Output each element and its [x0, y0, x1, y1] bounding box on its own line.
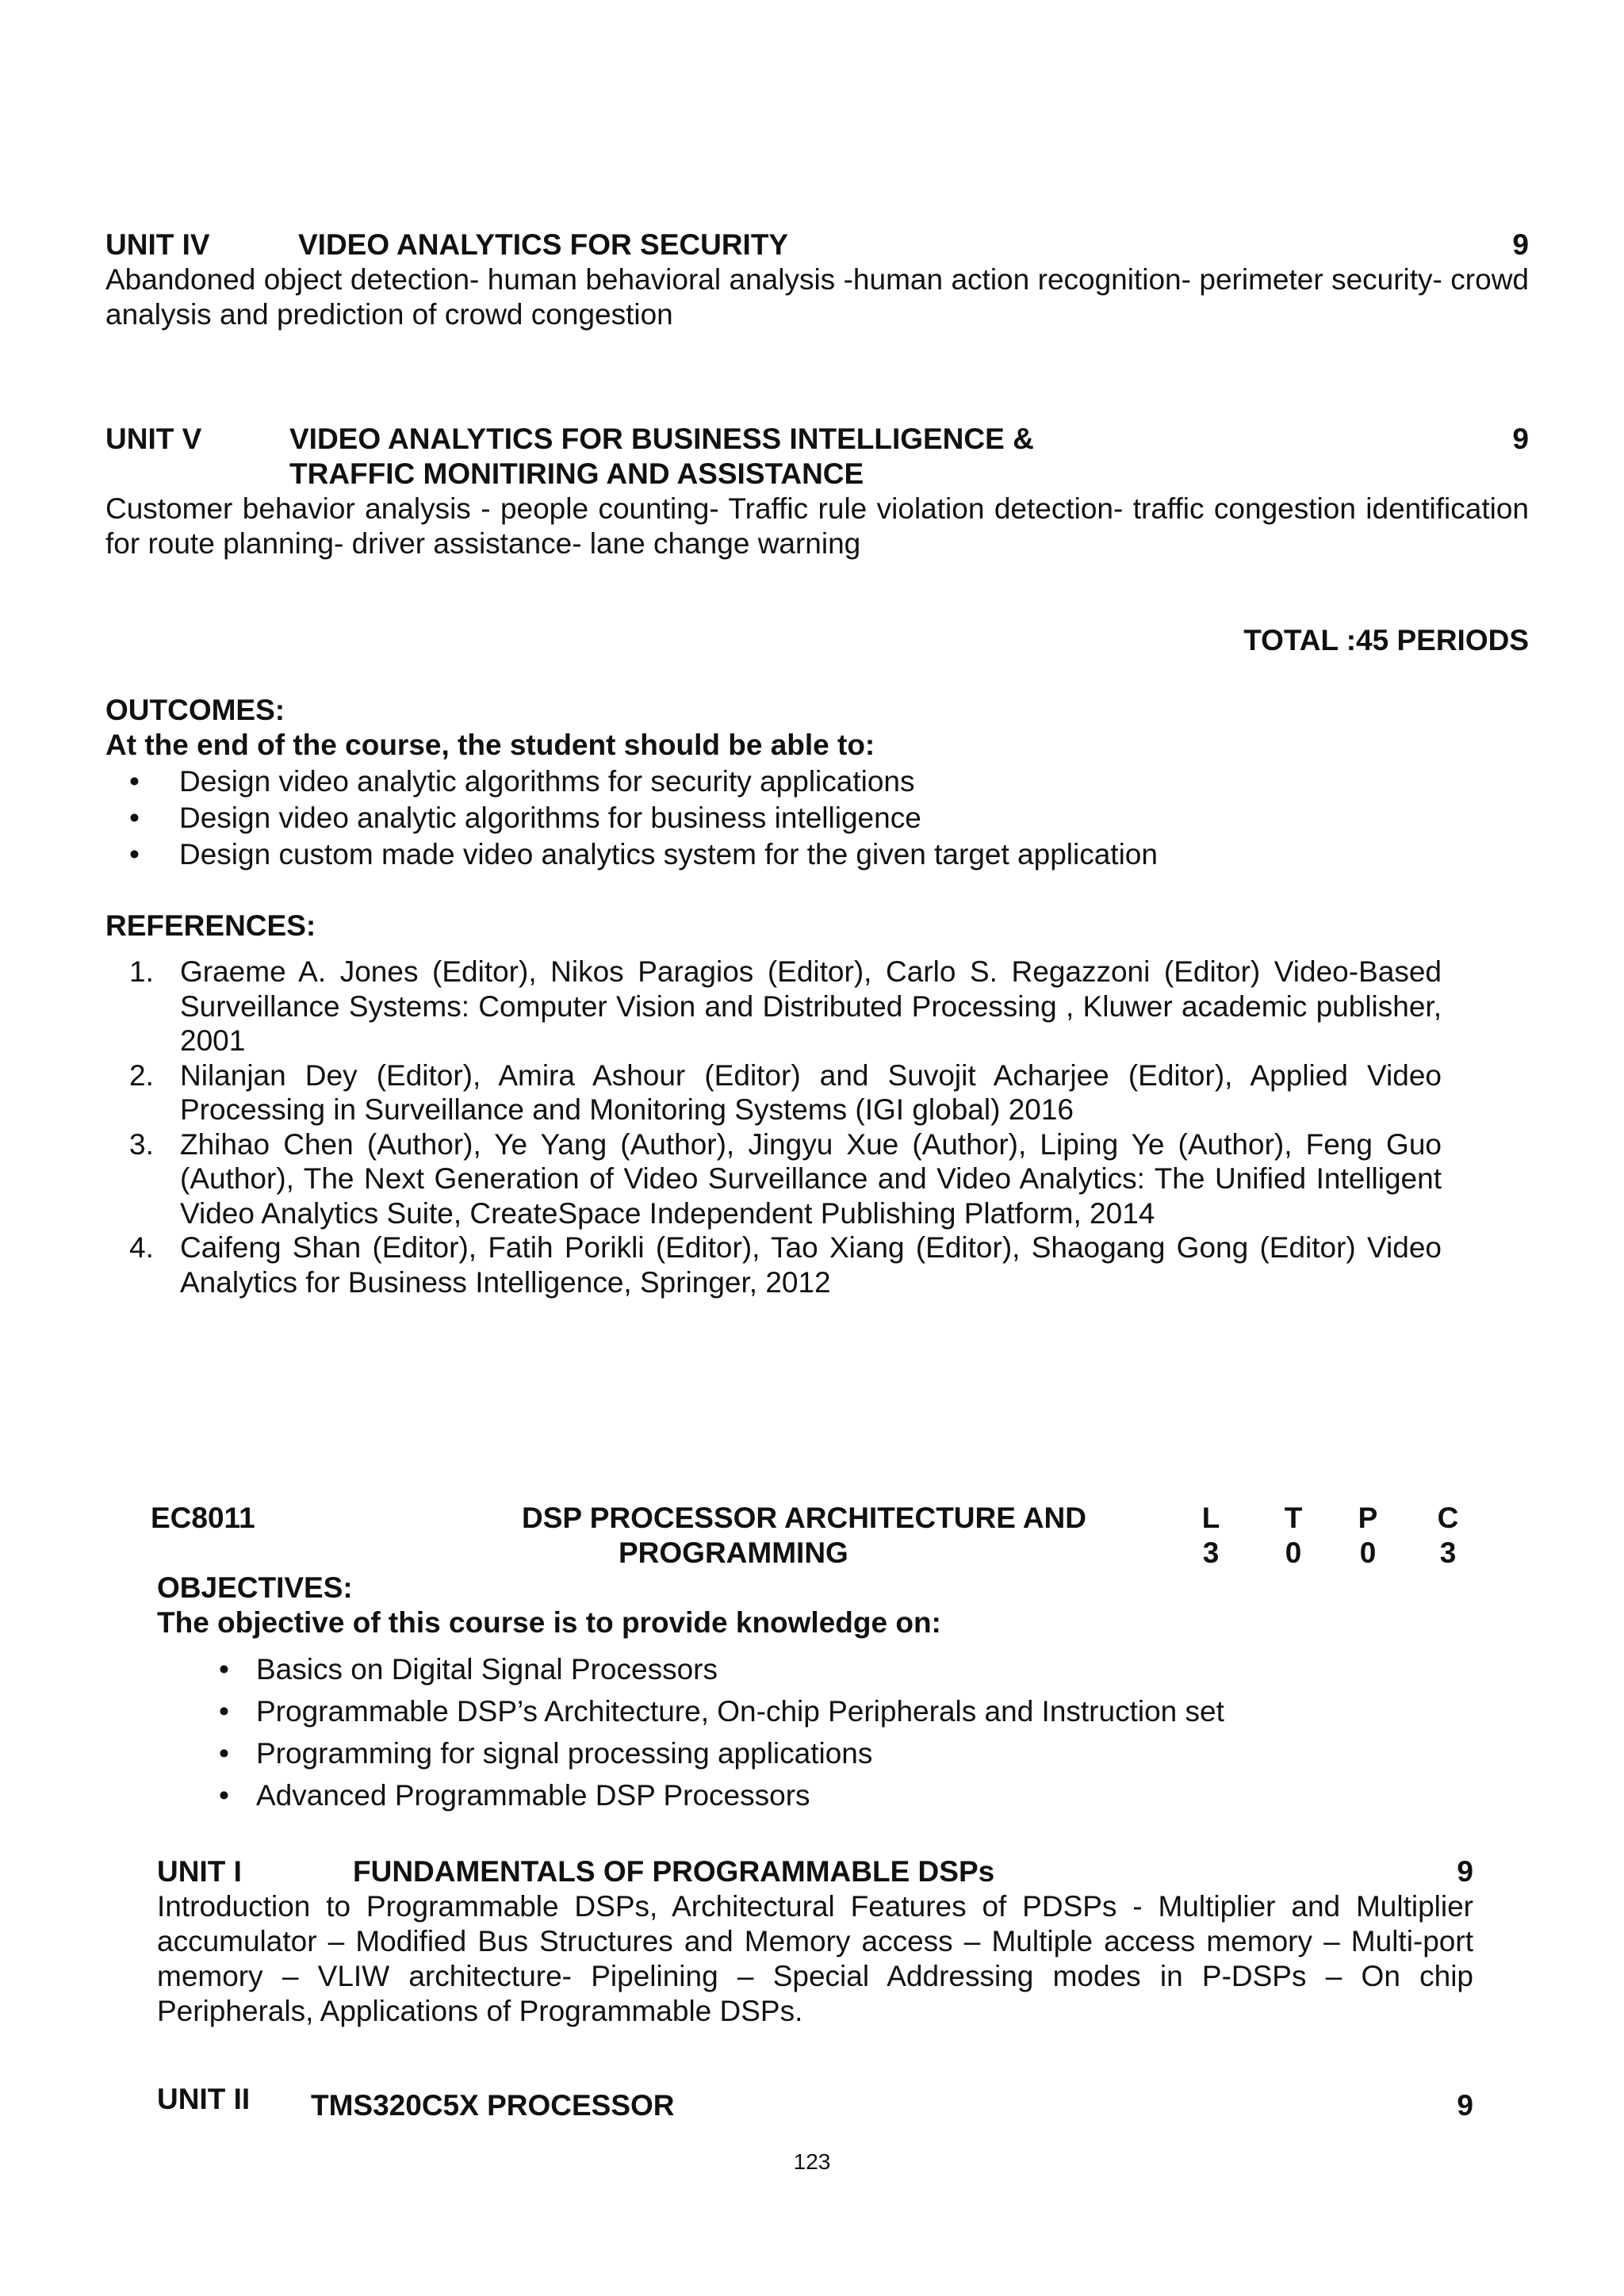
- outcome-item: • Design video analytic algorithms for security applications: [105, 763, 1529, 800]
- objective-item: • Programmable DSP’s Architecture, On-chip Peripherals and Instruction set: [157, 1690, 1473, 1732]
- reference-text: Zhihao Chen (Author), Ye Yang (Author), Jingyu Xue (Author), Liping Ye (Author), Feng Guo (Author), The Next Generation of Video Surveillance and Video Analytics: The Unified Intelligent Video Analytics Suite, CreateSpace Independent Publishing Platform, 2014: [180, 1127, 1442, 1230]
- reference-number: 4.: [129, 1231, 154, 1264]
- total-periods: TOTAL :45 PERIODS: [1243, 624, 1529, 656]
- unit5-hours: 9: [1512, 423, 1529, 455]
- outcome-item: • Design custom made video analytics system for the given target application: [105, 836, 1529, 873]
- references-list: [105, 955, 1442, 1299]
- objective-item: • Programming for signal processing applications: [157, 1732, 1473, 1774]
- reference-number: 2.: [129, 1058, 154, 1092]
- references-heading: REFERENCES:: [105, 909, 316, 942]
- unit1-body: Introduction to Programmable DSPs, Architectural Features of PDSPs - Multiplier and Multiplier accumulator – Modified Bus Structures and Memory access – Multiple access memory – Multi-port memory – VLIW architecture- Pipelining – Special Addressing modes in P-DSPs – On chip Peripherals, Applications of Programmable DSPs.: [157, 1890, 1473, 2027]
- objectives-intro: The objective of this course is to provide knowledge on:: [157, 1606, 941, 1639]
- objective-item: • Advanced Programmable DSP Processors: [157, 1774, 1473, 1816]
- ltpc-label-l: L: [1201, 1502, 1220, 1534]
- reference-text: Graeme A. Jones (Editor), Nikos Paragios (Editor), Carlo S. Regazzoni (Editor) Video-Based Surveillance Systems: Computer Vision and Distributed Processing , Kluwer academic publisher, 2001: [180, 955, 1442, 1057]
- objectives-heading: OBJECTIVES:: [157, 1571, 353, 1604]
- ltpc-label-p: P: [1358, 1502, 1378, 1534]
- ltpc-value-p: 0: [1359, 1536, 1377, 1569]
- unit4-hours: 9: [1512, 228, 1529, 261]
- course-title-line2: PROGRAMMING: [619, 1536, 848, 1569]
- unit4-body: Abandoned object detection- human behavioral analysis -human action recognition- perimeter security- crowd analysis and prediction of crowd congestion: [105, 263, 1529, 331]
- page-number: 123: [793, 2149, 831, 2174]
- unit2-label: UNIT II: [157, 2083, 251, 2115]
- outcome-item: • Design video analytic algorithms for business intelligence: [105, 800, 1529, 836]
- reference-number: 1.: [129, 955, 154, 988]
- unit4-title: VIDEO ANALYTICS FOR SECURITY: [298, 228, 789, 261]
- unit1-label: UNIT I: [157, 1855, 242, 1888]
- ltpc-header: [0, 1501, 1624, 1572]
- ltpc-value-l: 3: [1202, 1536, 1220, 1569]
- ltpc-value-t: 0: [1285, 1536, 1302, 1569]
- reference-text: Caifeng Shan (Editor), Fatih Porikli (Editor), Tao Xiang (Editor), Shaogang Gong (Editor) Video Analytics for Business Intelligence, Springer, 2012: [180, 1231, 1442, 1299]
- unit5-body: Customer behavior analysis - people counting- Traffic rule violation detection- traffic congestion identification for route planning- driver assistance- lane change warning: [105, 492, 1529, 560]
- objectives-list: [157, 1648, 1473, 1816]
- unit1-title: FUNDAMENTALS OF PROGRAMMABLE DSPs: [353, 1855, 995, 1888]
- unit4-label: UNIT IV: [105, 228, 210, 261]
- reference-item: [105, 1230, 1442, 1299]
- ltpc-label-c: C: [1437, 1502, 1459, 1534]
- outcomes-intro: At the end of the course, the student should be able to:: [105, 729, 875, 761]
- reference-text: Nilanjan Dey (Editor), Amira Ashour (Editor) and Suvojit Acharjee (Editor), Applied Video Processing in Surveillance and Monitoring Systems (IGI global) 2016: [180, 1058, 1442, 1126]
- ltpc-label-t: T: [1284, 1502, 1303, 1534]
- outcomes-list: [105, 763, 1529, 873]
- unit1-hours: 9: [1457, 1855, 1473, 1888]
- unit5-title-line1: VIDEO ANALYTICS FOR BUSINESS INTELLIGENCE &: [289, 423, 1034, 455]
- unit2-hours: 9: [1457, 2089, 1473, 2122]
- outcomes-heading: OUTCOMES:: [105, 694, 285, 726]
- objective-item: • Basics on Digital Signal Processors: [157, 1648, 1473, 1690]
- unit2-title: TMS320C5X PROCESSOR: [311, 2089, 675, 2122]
- unit5-title-line2: TRAFFIC MONITIRING AND ASSISTANCE: [289, 457, 864, 490]
- reference-item: [105, 1058, 1442, 1127]
- ltpc-value-c: 3: [1439, 1536, 1457, 1569]
- unit5-label: UNIT V: [105, 423, 202, 455]
- reference-number: 3.: [129, 1127, 154, 1161]
- reference-item: [105, 1127, 1442, 1231]
- course-code: EC8011: [151, 1502, 255, 1534]
- reference-item: [105, 955, 1442, 1058]
- course-title-line1: DSP PROCESSOR ARCHITECTURE AND: [522, 1502, 1086, 1534]
